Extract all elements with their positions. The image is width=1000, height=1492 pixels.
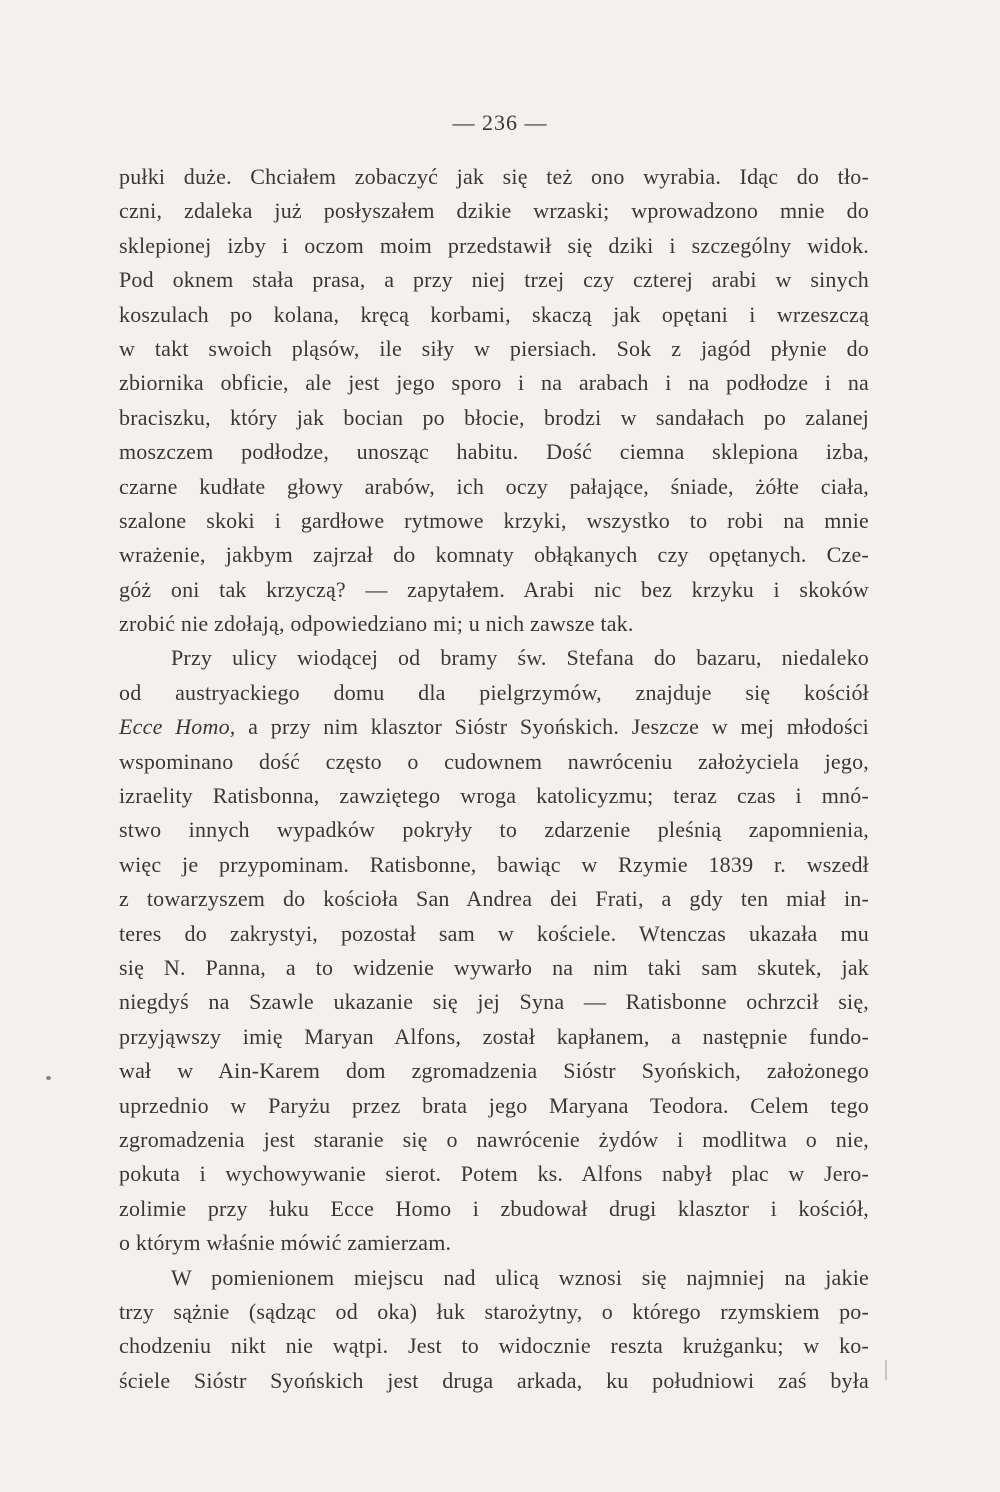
paragraph xyxy=(119,160,869,641)
paragraph xyxy=(119,641,869,1260)
text-line: zrobić nie zdołają, odpowiedziano mi; u nich zawsze tak. xyxy=(119,611,634,637)
text-line: sklepionej izby i oczom moim przedstawił się dziki i szczególny widok. xyxy=(119,232,869,258)
text-line: czni, zdaleka już posłyszałem dzikie wrzaski; wprowadzono mnie do xyxy=(119,198,869,224)
text-line: ściele Sióstr Syońskich jest druga arkada, ku południowi zaś była xyxy=(119,1367,869,1393)
text-line: szalone skoki i gardłowe rytmowe krzyki, wszystko to robi na mnie xyxy=(119,507,869,533)
text-line xyxy=(119,710,869,744)
paragraph xyxy=(119,1261,869,1399)
paper-speck xyxy=(885,1360,887,1380)
text-line: teres do zakrystyi, pozostał sam w kościele. Wtenczas ukazała mu xyxy=(119,920,869,946)
text-line: trzy sążnie (sądząc od oka) łuk starożytny, o którego rzymskiem po- xyxy=(119,1298,869,1324)
text-line: z towarzyszem do kościoła San Andrea dei Frati, a gdy ten miał in- xyxy=(119,886,869,912)
text-line: uprzednio w Paryżu przez brata jego Maryana Teodora. Celem tego xyxy=(119,1092,869,1118)
text-line: wspominano dość często o cudownem nawróceniu założyciela jego, xyxy=(119,748,869,774)
text-line: o którym właśnie mówić zamierzam. xyxy=(119,1230,452,1256)
text-run: a przy nim klasztor Sióstr Syońskich. Jeszcze w mej młodości xyxy=(235,714,869,740)
text-line: braciszku, który jak bocian po błocie, brodzi w sandałach po zalanej xyxy=(119,404,869,430)
text-line: koszulach po kolana, kręcą korbami, skaczą jak opętani i wrzeszczą xyxy=(119,301,869,327)
text-line: W pomienionem miejscu nad ulicą wznosi się najmniej na jakie xyxy=(171,1264,869,1290)
text-line: wał w Ain-Karem dom zgromadzenia Sióstr Syońskich, założonego xyxy=(119,1058,869,1084)
body-text xyxy=(119,160,869,1398)
text-line: zolimie przy łuku Ecce Homo i zbudował drugi klasztor i kościół, xyxy=(119,1195,869,1221)
margin-mark xyxy=(46,1076,51,1080)
text-line: moszczem podłodze, unosząc habitu. Dość ciemna sklepiona izba, xyxy=(119,439,869,465)
text-line: się N. Panna, a to widzenie wywarło na nim taki sam skutek, jak xyxy=(119,954,869,980)
text-line: izraelity Ratisbonna, zawziętego wroga katolicyzmu; teraz czas i mnó- xyxy=(119,783,869,809)
page-number: — 236 — xyxy=(452,110,548,135)
text-line: więc je przypominam. Ratisbonne, bawiąc w Rzymie 1839 r. wszedł xyxy=(119,851,869,877)
text-line: przyjąwszy imię Maryan Alfons, został kapłanem, a następnie fundo- xyxy=(119,1023,869,1049)
text-line: od austryackiego domu dla pielgrzymów, znajduje się kościół xyxy=(119,679,869,705)
text-line: stwo innych wypadków pokryły to zdarzenie pleśnią zapomnienia, xyxy=(119,817,869,843)
text-line: wrażenie, jakbym zajrzał do komnaty obłąkanych czy opętanych. Cze- xyxy=(119,542,869,568)
text-line: niegdyś na Szawle ukazanie się jej Syna — Ratisbonne ochrzcił się, xyxy=(119,989,869,1015)
text-line: Pod oknem stała prasa, a przy niej trzej czy czterej arabi w sinych xyxy=(119,267,869,293)
text-line: pokuta i wychowywanie sierot. Potem ks. Alfons nabył plac w Jero- xyxy=(119,1161,869,1187)
text-line: pułki duże. Chciałem zobaczyć jak się też ono wyrabia. Idąc do tło- xyxy=(119,164,869,189)
text-line: góż oni tak krzyczą? — zapytałem. Arabi nic bez krzyku i skoków xyxy=(119,576,869,602)
italic-title: Ecce Homo, xyxy=(119,714,236,740)
text-line: w takt swoich pląsów, ile siły w piersiach. Sok z jagód płynie do xyxy=(119,335,869,361)
text-line: zbiornika obficie, ale jest jego sporo i na arabach i na podłodze i na xyxy=(119,370,869,396)
text-line: chodzeniu nikt nie wątpi. Jest to widocznie reszta krużganku; w ko- xyxy=(119,1333,869,1359)
text-line: Przy ulicy wiodącej od bramy św. Stefana do bazaru, niedaleko xyxy=(171,645,869,671)
text-line: zgromadzenia jest staranie się o nawrócenie żydów i modlitwa o nie, xyxy=(119,1126,869,1152)
text-line: czarne kudłate głowy arabów, ich oczy pałające, śniade, żółte ciała, xyxy=(119,473,869,499)
